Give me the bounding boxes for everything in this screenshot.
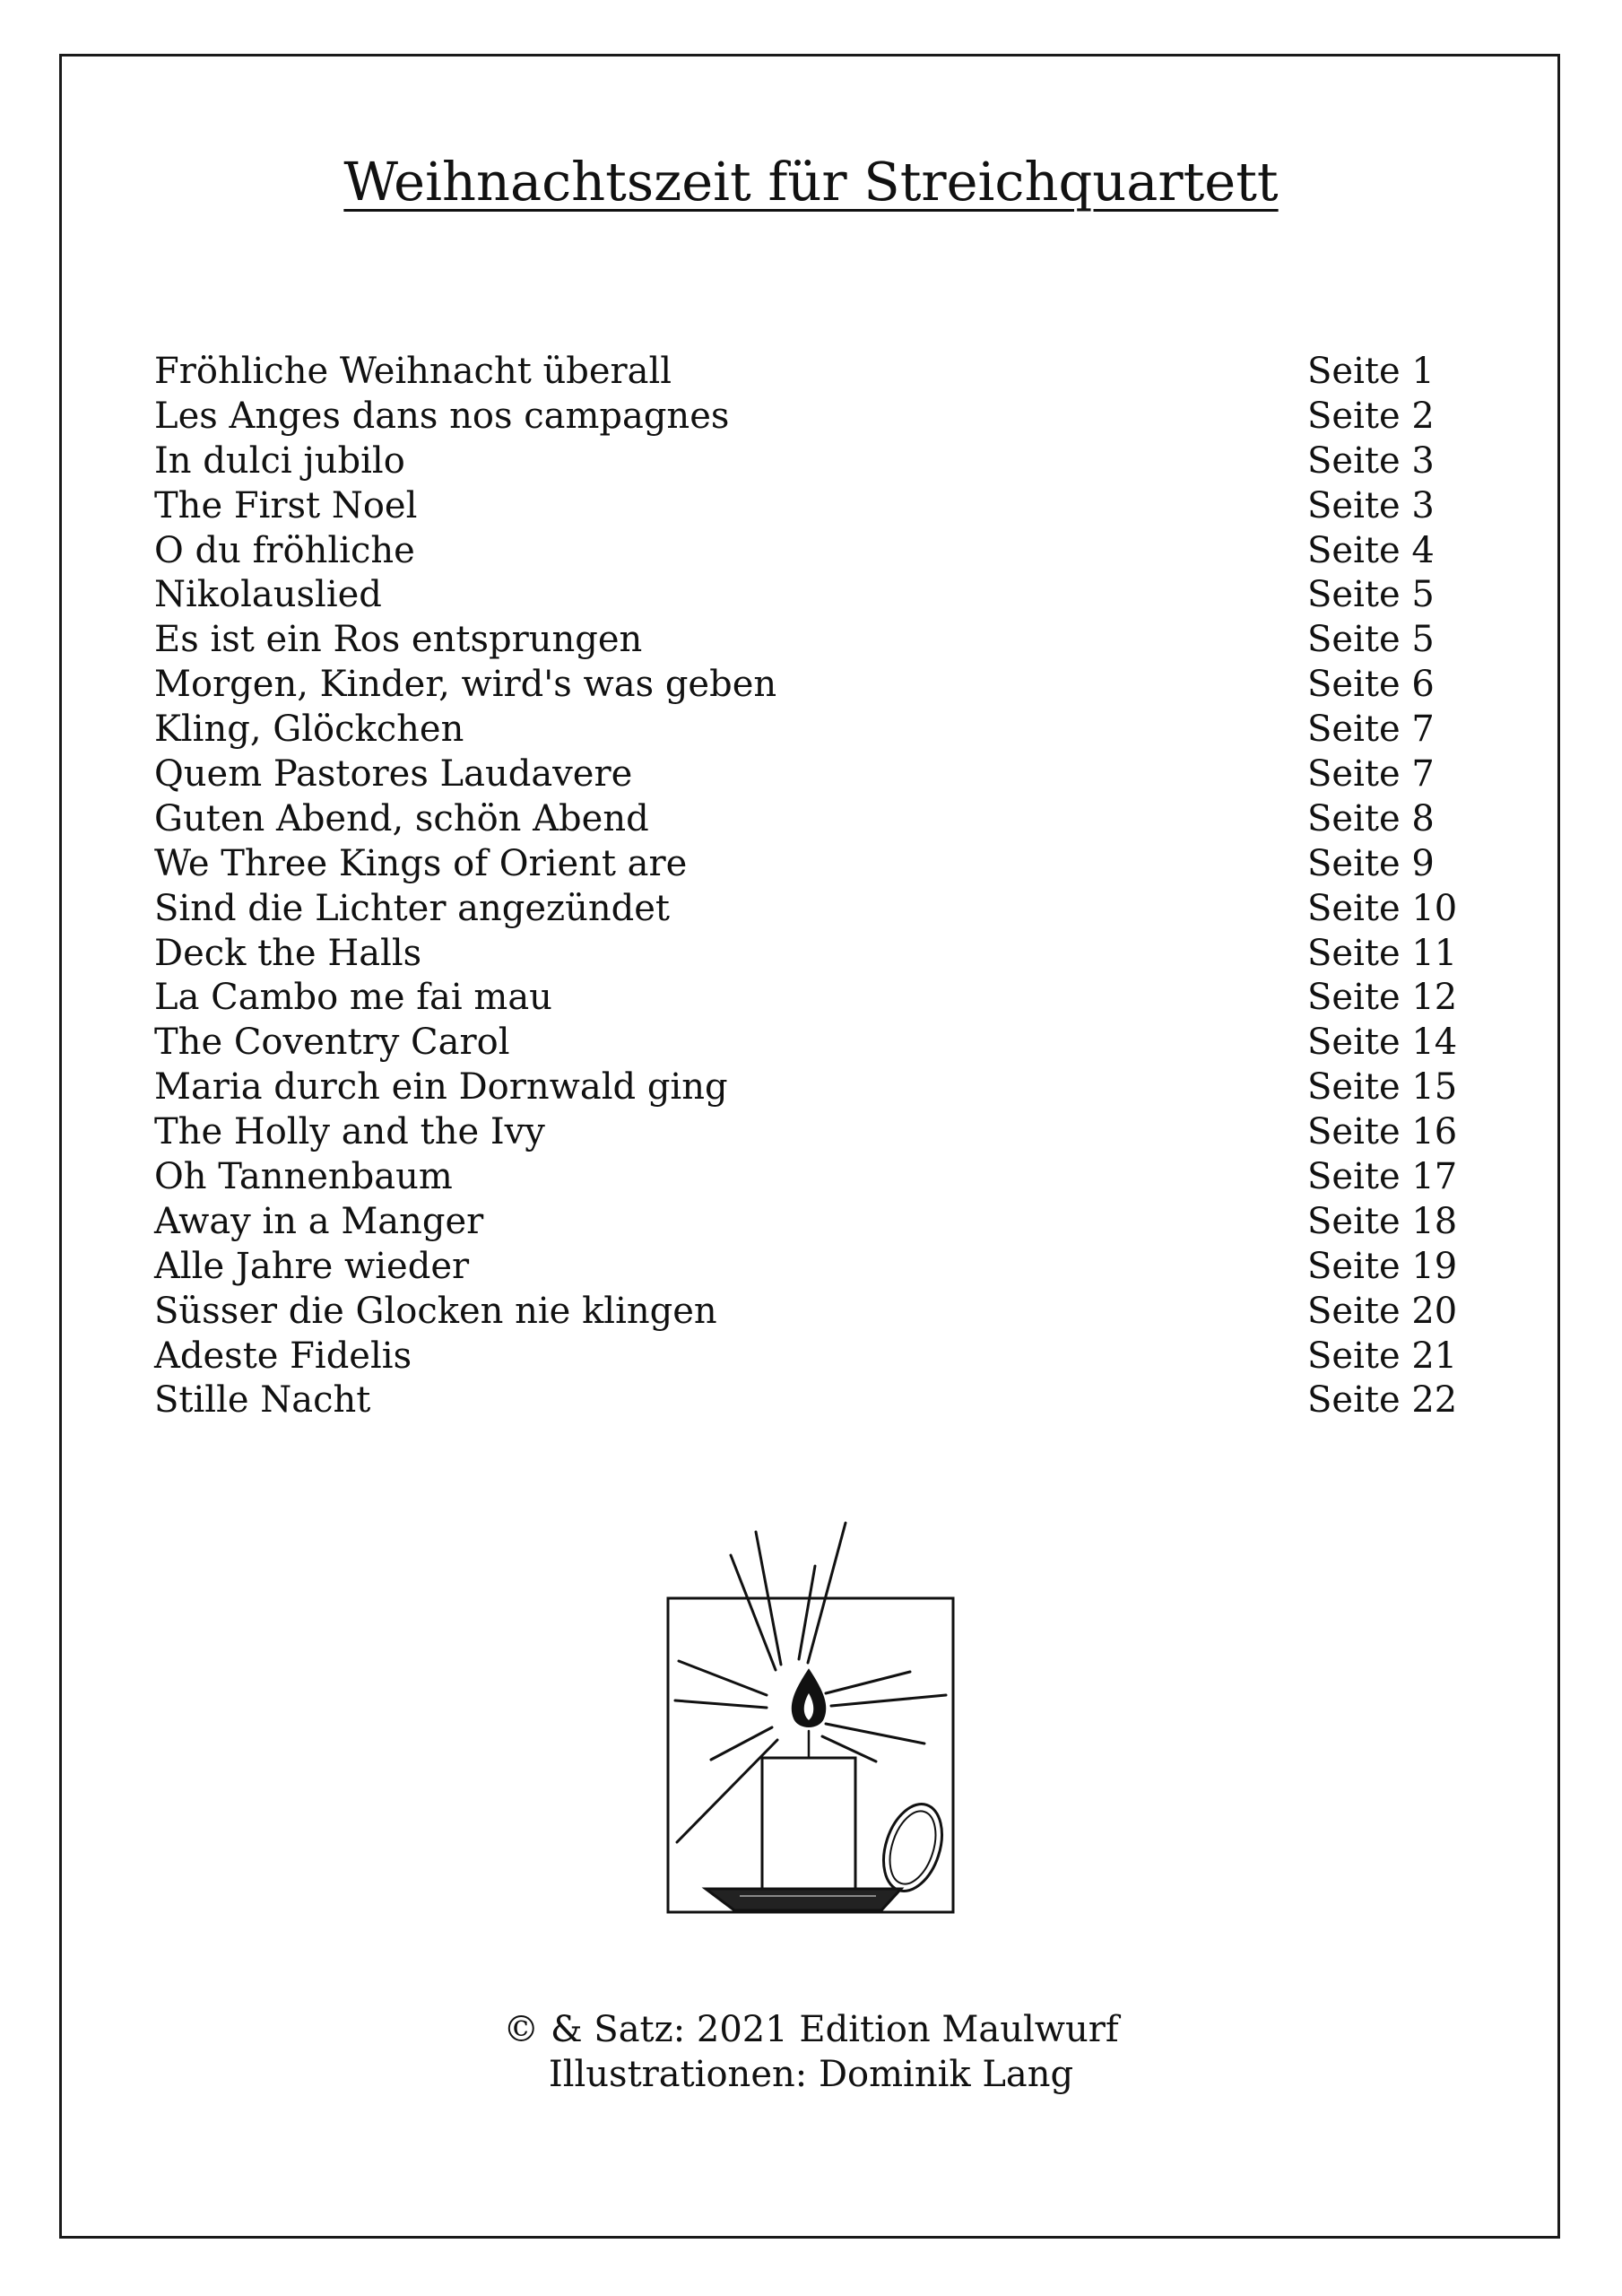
page-title: Weihnachtszeit für Streichquartett	[343, 151, 1279, 213]
toc-entry-title: The Holly and the Ivy	[154, 1111, 545, 1153]
toc-entry	[154, 484, 1463, 529]
toc-entry-title: Maria durch ein Dornwald ging	[154, 1066, 728, 1109]
toc-entry-title: Nikolauslied	[154, 574, 382, 616]
toc-entry	[154, 573, 1463, 618]
toc-entry-page: Seite 17	[1307, 1156, 1458, 1198]
toc-entry	[154, 350, 1463, 395]
toc-entry	[154, 1335, 1463, 1379]
toc-entry-page: Seite 11	[1307, 932, 1458, 974]
toc-entry-title: Away in a Manger	[154, 1200, 484, 1242]
toc-entry-title: Sind die Lichter angezündet	[154, 887, 670, 929]
toc-entry	[154, 663, 1463, 708]
toc-entry	[154, 618, 1463, 663]
toc-entry-page: Seite 22	[1307, 1379, 1458, 1422]
toc-entry-page: Seite 20	[1307, 1290, 1458, 1332]
toc-entry-title: Adeste Fidelis	[154, 1335, 412, 1377]
toc-entry	[154, 1110, 1463, 1155]
toc-entry-title: Fröhliche Weihnacht überall	[154, 351, 672, 392]
toc-entry-title: Morgen, Kinder, wird's was geben	[154, 664, 777, 706]
toc-entry	[154, 932, 1463, 977]
toc-entry	[154, 439, 1463, 484]
toc-entry	[154, 842, 1463, 887]
toc-entry-page: Seite 10	[1307, 887, 1458, 929]
toc-entry-title: Es ist ein Ros entsprungen	[154, 619, 643, 661]
toc-entry-title: The First Noel	[154, 484, 418, 526]
toc-entry-page: Seite 2	[1307, 395, 1435, 437]
toc-entry-page: Seite 5	[1307, 619, 1435, 661]
toc-entry	[154, 1155, 1463, 1200]
toc-entry-title: Oh Tannenbaum	[154, 1156, 453, 1198]
toc-entry-title: Guten Abend, schön Abend	[154, 797, 649, 839]
toc-entry-page: Seite 21	[1307, 1335, 1458, 1377]
toc-entry-title: The Coventry Carol	[154, 1022, 510, 1064]
toc-entry	[154, 1200, 1463, 1245]
toc-entry	[154, 1245, 1463, 1290]
toc-entry-page: Seite 18	[1307, 1200, 1458, 1242]
toc-entry-page: Seite 3	[1307, 439, 1435, 482]
toc-entry-page: Seite 1	[1307, 351, 1435, 392]
toc-entry-page: Seite 8	[1307, 797, 1435, 839]
toc-entry-page: Seite 16	[1307, 1111, 1458, 1153]
toc-entry	[154, 1021, 1463, 1065]
toc-entry	[154, 976, 1463, 1021]
toc-entry	[154, 752, 1463, 797]
toc-entry	[154, 887, 1463, 932]
toc-entry-page: Seite 12	[1307, 977, 1458, 1019]
toc-entry	[154, 1378, 1463, 1423]
toc-entry-title: Quem Pastores Laudavere	[154, 753, 633, 796]
toc-entry-title: Deck the Halls	[154, 932, 422, 974]
toc-entry-title: Alle Jahre wieder	[154, 1245, 470, 1287]
toc-entry-title: In dulci jubilo	[154, 439, 405, 482]
toc-entry	[154, 1065, 1463, 1110]
toc-entry-page: Seite 4	[1307, 529, 1435, 571]
table-of-contents	[154, 350, 1463, 1423]
toc-entry-title: O du fröhliche	[154, 529, 415, 571]
toc-entry-page: Seite 3	[1307, 484, 1435, 526]
toc-entry-title: We Three Kings of Orient are	[154, 842, 688, 884]
toc-entry	[154, 1290, 1463, 1335]
toc-entry-page: Seite 7	[1307, 709, 1435, 751]
candle-icon	[641, 1516, 982, 1928]
toc-entry-title: Les Anges dans nos campagnes	[154, 395, 730, 437]
toc-entry-title: Kling, Glöckchen	[154, 709, 464, 751]
toc-entry-page: Seite 14	[1307, 1022, 1458, 1064]
toc-entry-title: Stille Nacht	[154, 1379, 371, 1422]
credits-illustrations: Illustrationen: Dominik Lang	[548, 2054, 1074, 2095]
credits	[0, 2007, 1622, 2097]
toc-entry	[154, 708, 1463, 752]
toc-entry-title: La Cambo me fai mau	[154, 977, 552, 1019]
credits-copyright: © & Satz: 2021 Edition Maulwurf	[503, 2009, 1119, 2050]
toc-entry	[154, 797, 1463, 842]
toc-entry-page: Seite 19	[1307, 1245, 1458, 1287]
toc-entry-title: Süsser die Glocken nie klingen	[154, 1290, 717, 1332]
toc-entry	[154, 395, 1463, 439]
toc-entry-page: Seite 7	[1307, 753, 1435, 796]
toc-entry	[154, 529, 1463, 574]
toc-entry-page: Seite 6	[1307, 664, 1435, 706]
toc-entry-page: Seite 15	[1307, 1066, 1458, 1109]
toc-entry-page: Seite 5	[1307, 574, 1435, 616]
toc-entry-page: Seite 9	[1307, 842, 1435, 884]
